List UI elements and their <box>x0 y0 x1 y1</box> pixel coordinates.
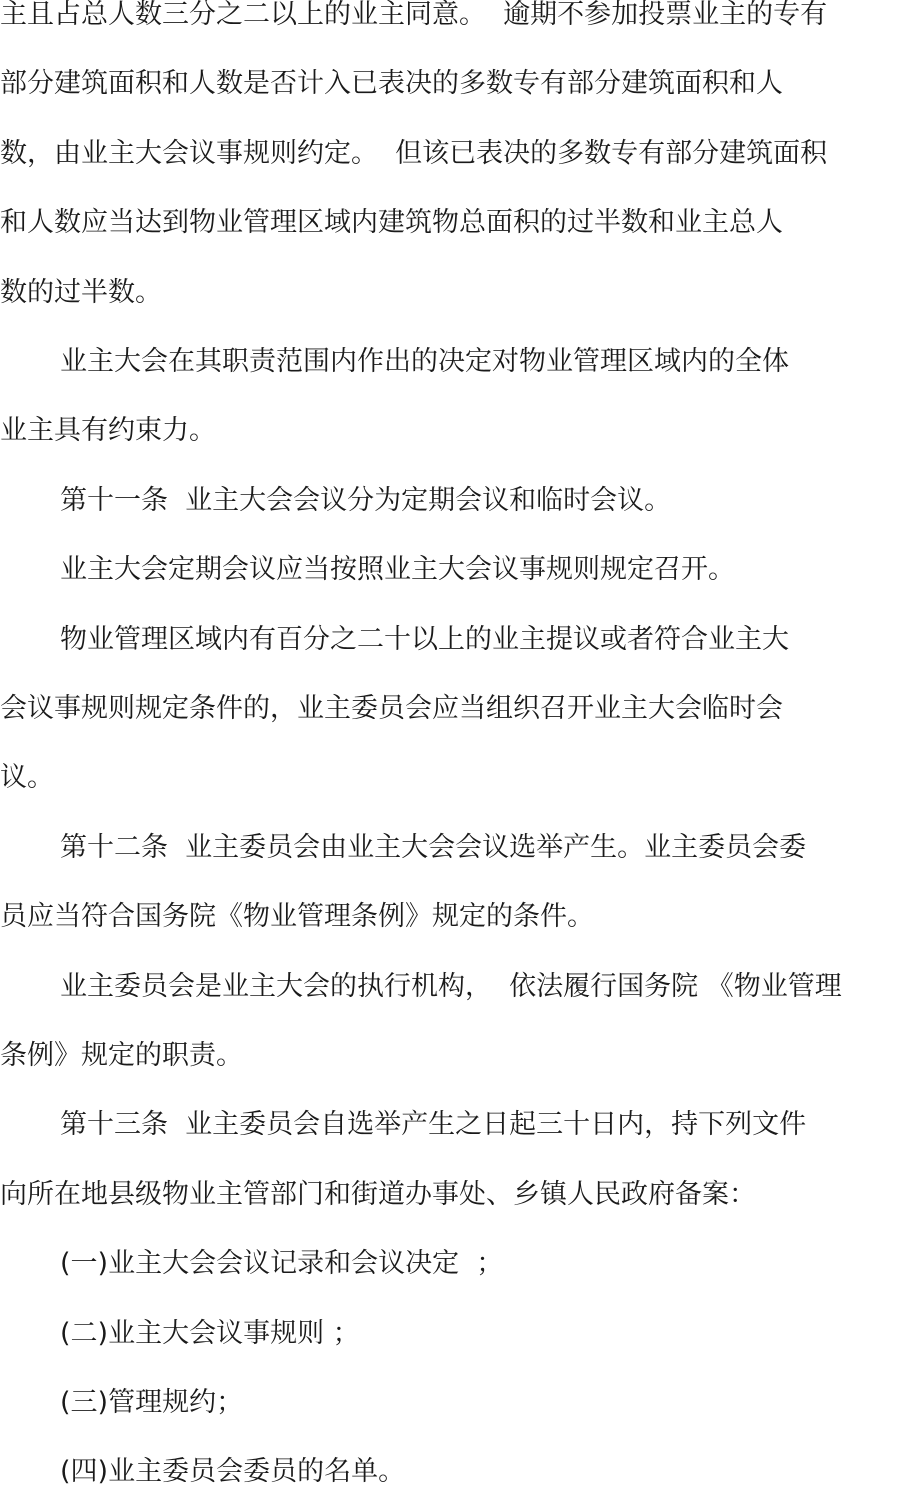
text-line: 物业管理区域内有百分之二十以上的业主提议或者符合业主大 <box>60 623 789 655</box>
text-line: 业主大会定期会议应当按照业主大会议事规则规定召开。 <box>60 554 735 586</box>
text-line: 主且占总人数三分之二以上的业主同意。 逾期不参加投票业主的专有 <box>0 0 828 30</box>
text-line: 数，由业主大会议事规则约定。 但该已表决的多数专有部分建筑面积 <box>0 137 828 169</box>
text-line: 和人数应当达到物业管理区域内建筑物总面积的过半数和业主总人 <box>0 207 783 239</box>
text-line: (二)业主大会议事规则 ； <box>60 1317 360 1349</box>
text-line: 数的过半数。 <box>0 276 162 308</box>
text-line: (四)业主委员会委员的名单。 <box>60 1456 406 1488</box>
text-line: 业主具有约束力。 <box>0 415 216 447</box>
text-line: 第十一条 业主大会会议分为定期会议和临时会议。 <box>60 484 672 516</box>
text-line: 第十二条 业主委员会由业主大会会议选举产生。业主委员会委 <box>60 831 807 863</box>
text-line: 会议事规则规定条件的，业主委员会应当组织召开业主大会临时会 <box>0 693 783 724</box>
text-line: 员应当符合国务院《物业管理条例》规定的条件。 <box>0 901 594 933</box>
text-line: 条例》规定的职责。 <box>0 1040 243 1071</box>
text-line: (一)业主大会会议记录和会议决定 ； <box>60 1248 504 1280</box>
text-line: 业主大会在其职责范围内作出的决定对物业管理区域内的全体 <box>60 346 789 377</box>
text-line: (三)管理规约； <box>60 1387 244 1418</box>
text-line: 业主委员会是业主大会的执行机构， 依法履行国务院 《物业管理 <box>60 970 842 1002</box>
text-line: 部分建筑面积和人数是否计入已表决的多数专有部分建筑面积和人 <box>0 68 783 100</box>
text-line: 第十三条 业主委员会自选举产生之日起三十日内，持下列文件 <box>60 1109 807 1141</box>
text-line: 向所在地县级物业主管部门和街道办事处、乡镇人民政府备案： <box>0 1178 756 1210</box>
text-line: 议。 <box>0 762 54 794</box>
